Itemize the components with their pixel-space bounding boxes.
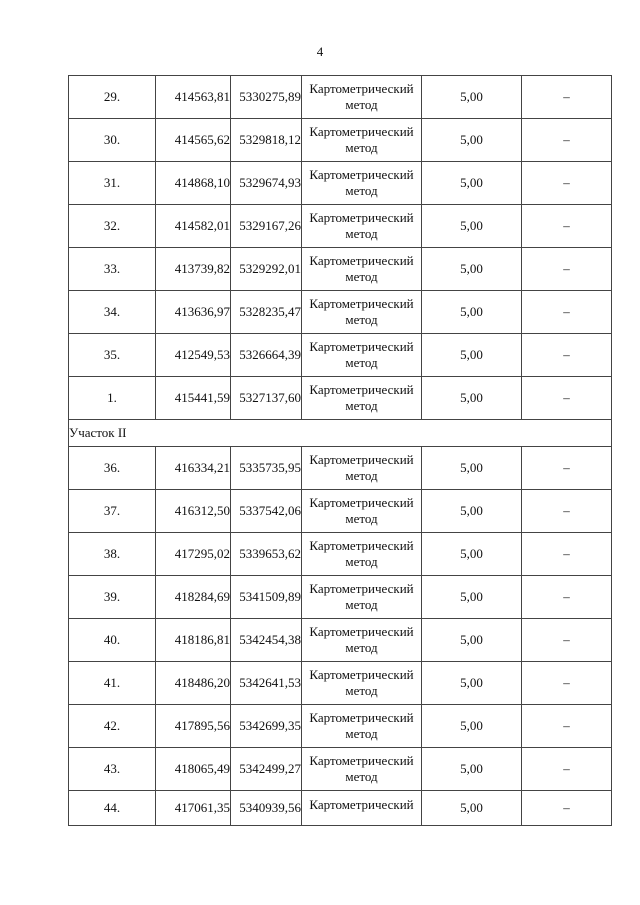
note-cell: – [522, 705, 612, 748]
table-row [69, 76, 612, 119]
note-cell: – [522, 791, 612, 826]
note-cell: – [522, 662, 612, 705]
x-coordinate-cell: 418065,49 [156, 748, 231, 791]
point-number-cell: 31. [69, 162, 156, 205]
x-coordinate-cell: 413739,82 [156, 248, 231, 291]
y-coordinate-cell: 5335735,95 [231, 447, 302, 490]
note-cell: – [522, 748, 612, 791]
point-number-cell: 37. [69, 490, 156, 533]
error-cell: 5,00 [422, 662, 522, 705]
note-cell: – [522, 162, 612, 205]
note-cell: – [522, 576, 612, 619]
section-row [69, 420, 612, 447]
method-cell: Картометрический метод [302, 447, 422, 490]
x-coordinate-cell: 412549,53 [156, 334, 231, 377]
x-coordinate-cell: 414565,62 [156, 119, 231, 162]
page-number: 4 [316, 44, 324, 59]
table-row [69, 619, 612, 662]
table-row [69, 447, 612, 490]
note-cell: – [522, 447, 612, 490]
x-coordinate-cell: 418486,20 [156, 662, 231, 705]
point-number-cell: 33. [69, 248, 156, 291]
table-row [69, 291, 612, 334]
error-cell: 5,00 [422, 447, 522, 490]
point-number-cell: 43. [69, 748, 156, 791]
x-coordinate-cell: 415441,59 [156, 377, 231, 420]
x-coordinate-cell: 416334,21 [156, 447, 231, 490]
note-cell: – [522, 377, 612, 420]
y-coordinate-cell: 5329674,93 [231, 162, 302, 205]
error-cell: 5,00 [422, 119, 522, 162]
y-coordinate-cell: 5329167,26 [231, 205, 302, 248]
point-number-cell: 32. [69, 205, 156, 248]
point-number-cell: 44. [69, 791, 156, 826]
method-cell: Картометрический метод [302, 119, 422, 162]
method-cell: Картометрический метод [302, 162, 422, 205]
method-cell: Картометрический метод [302, 490, 422, 533]
coordinates-table [68, 75, 612, 826]
point-number-cell: 38. [69, 533, 156, 576]
y-coordinate-cell: 5342641,53 [231, 662, 302, 705]
table-row [69, 662, 612, 705]
method-cell: Картометрический метод [302, 205, 422, 248]
table-row [69, 791, 612, 826]
y-coordinate-cell: 5342499,27 [231, 748, 302, 791]
note-cell: – [522, 248, 612, 291]
method-cell: Картометрический метод [302, 248, 422, 291]
note-cell: – [522, 76, 612, 119]
method-cell: Картометрический метод [302, 533, 422, 576]
method-cell: Картометрический метод [302, 334, 422, 377]
error-cell: 5,00 [422, 576, 522, 619]
table-row [69, 334, 612, 377]
note-cell: – [522, 291, 612, 334]
x-coordinate-cell: 417895,56 [156, 705, 231, 748]
point-number-cell: 41. [69, 662, 156, 705]
y-coordinate-cell: 5326664,39 [231, 334, 302, 377]
method-cell: Картометрический метод [302, 291, 422, 334]
x-coordinate-cell: 418284,69 [156, 576, 231, 619]
method-cell: Картометрический [302, 791, 422, 826]
error-cell: 5,00 [422, 76, 522, 119]
method-cell: Картометрический метод [302, 619, 422, 662]
point-number-cell: 1. [69, 377, 156, 420]
note-cell: – [522, 205, 612, 248]
table-row [69, 162, 612, 205]
table-row [69, 533, 612, 576]
method-cell: Картометрический метод [302, 748, 422, 791]
point-number-cell: 34. [69, 291, 156, 334]
x-coordinate-cell: 416312,50 [156, 490, 231, 533]
table-row [69, 490, 612, 533]
table-body [69, 76, 612, 826]
y-coordinate-cell: 5342699,35 [231, 705, 302, 748]
point-number-cell: 42. [69, 705, 156, 748]
x-coordinate-cell: 414563,81 [156, 76, 231, 119]
x-coordinate-cell: 413636,97 [156, 291, 231, 334]
point-number-cell: 30. [69, 119, 156, 162]
table-row [69, 119, 612, 162]
error-cell: 5,00 [422, 205, 522, 248]
point-number-cell: 39. [69, 576, 156, 619]
error-cell: 5,00 [422, 162, 522, 205]
note-cell: – [522, 490, 612, 533]
y-coordinate-cell: 5329292,01 [231, 248, 302, 291]
note-cell: – [522, 119, 612, 162]
x-coordinate-cell: 414582,01 [156, 205, 231, 248]
table-row [69, 576, 612, 619]
section-label: Участок II [69, 420, 612, 447]
point-number-cell: 40. [69, 619, 156, 662]
error-cell: 5,00 [422, 748, 522, 791]
error-cell: 5,00 [422, 334, 522, 377]
y-coordinate-cell: 5341509,89 [231, 576, 302, 619]
method-cell: Картометрический метод [302, 662, 422, 705]
point-number-cell: 29. [69, 76, 156, 119]
table-row [69, 248, 612, 291]
x-coordinate-cell: 417295,02 [156, 533, 231, 576]
x-coordinate-cell: 417061,35 [156, 791, 231, 826]
y-coordinate-cell: 5327137,60 [231, 377, 302, 420]
y-coordinate-cell: 5337542,06 [231, 490, 302, 533]
error-cell: 5,00 [422, 248, 522, 291]
table-row [69, 205, 612, 248]
error-cell: 5,00 [422, 533, 522, 576]
error-cell: 5,00 [422, 377, 522, 420]
note-cell: – [522, 334, 612, 377]
x-coordinate-cell: 418186,81 [156, 619, 231, 662]
table-row [69, 748, 612, 791]
error-cell: 5,00 [422, 291, 522, 334]
method-cell: Картометрический метод [302, 576, 422, 619]
point-number-cell: 36. [69, 447, 156, 490]
x-coordinate-cell: 414868,10 [156, 162, 231, 205]
error-cell: 5,00 [422, 705, 522, 748]
error-cell: 5,00 [422, 619, 522, 662]
table-row [69, 377, 612, 420]
note-cell: – [522, 619, 612, 662]
method-cell: Картометрический метод [302, 377, 422, 420]
error-cell: 5,00 [422, 490, 522, 533]
y-coordinate-cell: 5330275,89 [231, 76, 302, 119]
note-cell: – [522, 533, 612, 576]
y-coordinate-cell: 5328235,47 [231, 291, 302, 334]
y-coordinate-cell: 5329818,12 [231, 119, 302, 162]
method-cell: Картометрический метод [302, 705, 422, 748]
point-number-cell: 35. [69, 334, 156, 377]
error-cell: 5,00 [422, 791, 522, 826]
y-coordinate-cell: 5342454,38 [231, 619, 302, 662]
y-coordinate-cell: 5340939,56 [231, 791, 302, 826]
table-row [69, 705, 612, 748]
method-cell: Картометрический метод [302, 76, 422, 119]
y-coordinate-cell: 5339653,62 [231, 533, 302, 576]
